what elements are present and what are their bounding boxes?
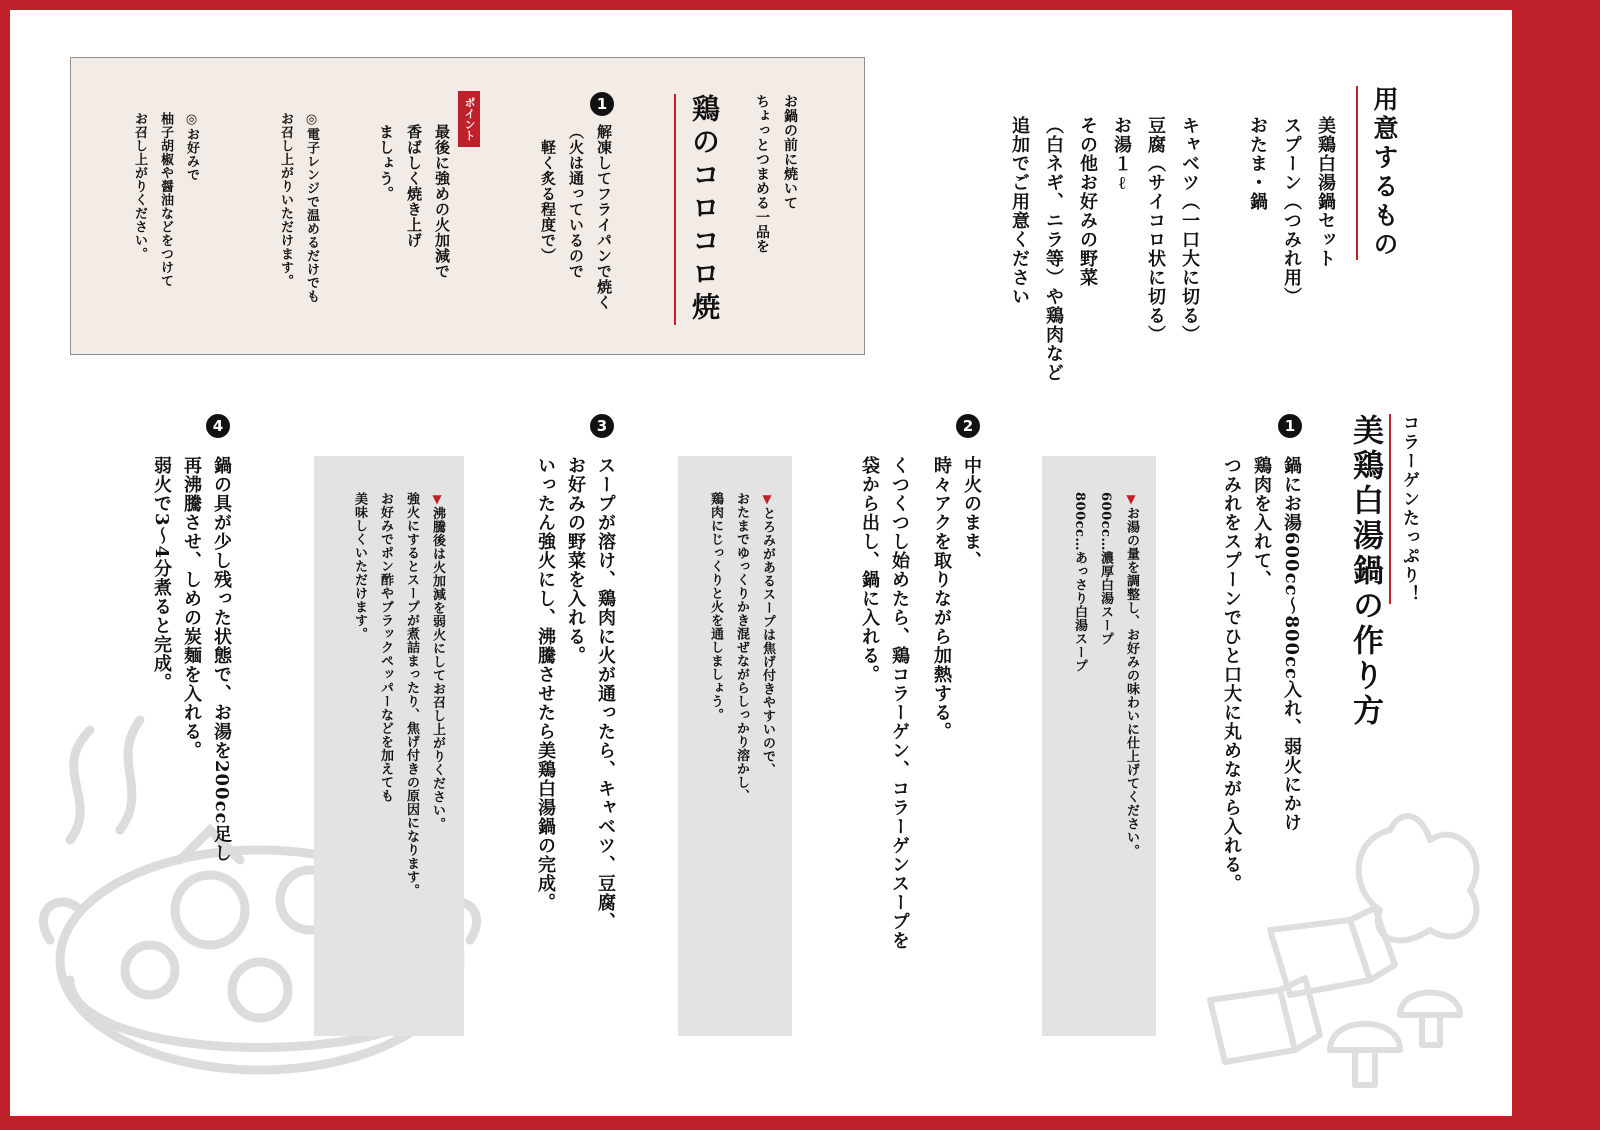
triangle-icon: ▼: [760, 492, 774, 507]
side-recipe-title: 鶏のコロコロ焼: [674, 94, 724, 325]
ingredient-line: その他お好みの野菜: [1077, 116, 1098, 287]
point-badge: ポイント: [458, 91, 480, 147]
ingredient-line: スプーン（つみれ用）: [1281, 116, 1302, 306]
step-2-note: ▼とろみがあるスープは焦げ付きやすいので、 おたまでゆっくりかき混ぜながらしっかり溶かし、 鶏肉にじっくりと火を通しましょう。: [678, 456, 792, 1036]
step-1-text: 鍋にお湯600cc〜800cc入れ、弱火にかけ 鶏肉を入れて、 つみれをスプーンでひと口大に丸めながら入れる。: [1221, 456, 1302, 893]
side-step-text: 解凍してフライパンで焼く （火は通っているので 軽く炙る程度で）: [539, 124, 613, 310]
ingredient-line: 追加でご用意ください: [1009, 116, 1030, 306]
main-title: 美鶏白湯鍋の作り方: [1347, 414, 1383, 729]
ingredient-line: キャベツ（一口大に切る）: [1179, 116, 1200, 344]
ingredient-line: おたま・鍋: [1247, 116, 1268, 211]
side-recipe-panel: [70, 57, 865, 355]
ingredient-line: （白ネギ、ニラ等）や鶏肉など: [1043, 116, 1064, 382]
side-step-number: 1: [590, 92, 614, 116]
side-note-microwave: ◎電子レンジで温めるだけでも お召し上がりいただけます。: [278, 112, 319, 303]
ingredient-line: 豆腐（サイコロ状に切る）: [1145, 116, 1166, 344]
ingredient-line: 美鶏白湯鍋セット: [1315, 116, 1336, 268]
step-4-number: 4: [206, 414, 230, 438]
step-3-number: 3: [590, 414, 614, 438]
ingredient-line: お湯１ℓ: [1111, 116, 1132, 194]
side-recipe-intro: お鍋の前に焼いて ちょっとつまめる一品を: [754, 94, 798, 254]
step-4-text: 鍋の具が少し残った状態で、お湯を200cc足し 再沸騰させ、しめの炭麺を入れる。 弱火で3〜4分煮ると完成。: [151, 456, 232, 863]
triangle-icon: ▼: [1124, 492, 1138, 507]
step-1-number: 1: [1278, 414, 1302, 438]
step-2-text: 中火のまま、 時々アクを取りながら加熱する。 くつくつし始めたら、鶏コラーゲン、コラーゲンスープを 袋から出し、鍋に入れる。: [859, 456, 982, 950]
ingredients-title: 用意するもの: [1356, 86, 1402, 260]
ingredients-list: [1002, 116, 1342, 406]
triangle-icon: ▼: [430, 492, 444, 507]
recipe-sheet: [10, 10, 1512, 1116]
point-text: 最後に強めの火加減で 香ばしく焼き上げ ましょう。: [377, 124, 451, 279]
step-2-number: 2: [956, 414, 980, 438]
step-3-note: ▼沸騰後は火加減を弱火にしてお召し上がりください。 強火にするとスープが煮詰まったり、焦げ付きの原因になります。 お好みでポン酢やブラックペッパーなどを加えても 美味しくいただけます。: [314, 456, 464, 1036]
step-1-note: ▼お湯の量を調整し、お好みの味わいに仕上げてください。 600cc…濃厚白湯スープ 800cc…あっさり白湯スープ: [1042, 456, 1156, 1036]
main-tagline: コラーゲンたっぷり！: [1389, 414, 1422, 604]
side-note-condiments: ◎お好みで 柚子胡椒や醤油などをつけて お召し上がりください。: [132, 112, 199, 288]
step-3-text: スープが溶け、鶏肉に火が通ったら、キャベツ、豆腐、 お好みの野菜を入れる。 いったん強火にし、沸騰させたら美鶏白湯鍋の完成。: [535, 456, 616, 931]
